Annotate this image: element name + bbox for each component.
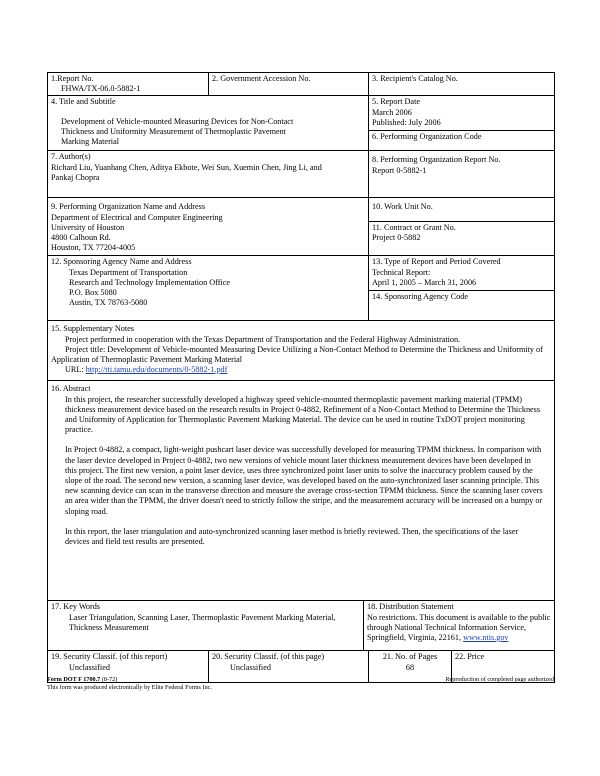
abstract-label: 16. Abstract (51, 384, 91, 394)
report-type-label: 13. Type of Report and Period Covered (372, 257, 501, 267)
row-supplementary-notes (48, 321, 555, 381)
form-number (47, 676, 212, 684)
notes-cell (48, 321, 555, 381)
pages-value: 68 (405, 662, 415, 672)
report-type-value: Technical Report: (372, 267, 431, 277)
report-url-link[interactable]: http://tti.tamu.edu/documents/0-5882-1.pdf (85, 365, 228, 375)
recipient-catalog-label: 3. Recipient's Catalog No. (372, 74, 458, 83)
work-unit-cell (369, 198, 555, 256)
authors-cell (48, 151, 369, 198)
work-unit-label: 10. Work Unit No. (372, 202, 433, 212)
url-label: URL: (65, 365, 86, 375)
report-date-cell (369, 96, 555, 151)
price-label: 22. Price (455, 652, 485, 662)
sec-report-label: 19. Security Classif. (of this report) (51, 652, 168, 662)
abstract-paragraph-1: In this project, the researcher successfully developed a highway speed vehicle-mounted thermoplastic pavement marking material (TPMM) thickness measurement device based on the research results in Project 0-4882, Refinement of a Non-Contact Method to Determine the Thickness and Uniformity of Application for Thermoplastic Pavement Marking Material. The device can be used in routine TxDOT project monitoring practice. (65, 394, 541, 435)
row-title (48, 96, 555, 151)
sponsor-address-line: P.O. Box 5080 (69, 288, 117, 298)
recipient-catalog-cell (369, 73, 555, 96)
notes-label: 15. Supplementary Notes (51, 324, 134, 334)
perf-org-address-line: Department of Electrical and Computer Engineering (51, 212, 223, 222)
perf-org-address-line: University of Houston (51, 222, 125, 232)
keywords-cell (48, 601, 364, 651)
sec-page-label: 20. Security Classif. (of this page) (212, 652, 325, 662)
footer-left (47, 676, 212, 691)
report-date-label: 5. Report Date (372, 97, 420, 107)
form-number-bold: Form DOT F 1700.7 (47, 676, 101, 683)
perf-org-code-subcell (369, 130, 554, 142)
perf-org-report-label: 8. Performing Organization Report No. (372, 155, 501, 165)
distribution-cell (364, 601, 555, 651)
perf-org-name-label: 9. Performing Organization Name and Address (51, 202, 206, 212)
distribution-value: No restrictions. This document is available to the public through National Technical Information Service, Springfield, Virginia, 22161, (367, 612, 551, 643)
title-value: Development of Vehicle-mounted Measuring Devices for Non-Contact Thickness and Uniformity Measurement of Thermoplastic Pavement Marking Material (61, 116, 294, 147)
row-abstract (48, 381, 555, 601)
report-no-label: 1.Report No. (51, 74, 94, 83)
note-project-title: Project title: Development of Vehicle-mounted Measuring Device Utilizing a Non-Contact Method to Determine the Thickness and Uniformity of Application of Thermoplastic Pavement Marking Material (51, 344, 543, 365)
row-report-numbers (48, 73, 555, 96)
title-cell (48, 96, 369, 151)
electronic-note: This form was produced electronically by Elite Federal Forms Inc. (47, 683, 212, 691)
sec-page-value: Unclassified (230, 662, 271, 672)
sponsor-address-line: Texas Department of Transportation (69, 267, 188, 277)
title-label: 4. Title and Subtitle (51, 97, 116, 107)
sponsor-address-line: Austin, TX 78763-5080 (69, 298, 148, 308)
row-authors (48, 151, 555, 198)
published-date: Published: July 2006 (372, 117, 441, 127)
abstract-cell (48, 381, 555, 601)
report-no-value: FHWA/TX-06.0-5882-1 (61, 84, 141, 94)
contract-subcell (369, 221, 554, 243)
pages-label: 21. No. of Pages (382, 652, 438, 662)
sponsor-code-label: 14. Sponsoring Agency Code (372, 292, 468, 302)
row-performing-org (48, 198, 555, 256)
report-no-cell (48, 73, 209, 96)
keywords-value: Laser Triangulation, Scanning Laser, Thermoplastic Pavement Marking Material, Thickness Measurement (69, 612, 336, 632)
gov-accession-label: 2. Government Accession No. (212, 74, 311, 83)
reproduction-note: Reproduction of completed page authorized (445, 676, 554, 683)
distribution-statement (367, 613, 551, 644)
row-keywords-distribution (48, 601, 555, 651)
keywords-label: 17. Key Words (51, 602, 100, 612)
abstract-paragraph-3: In this report, the laser triangulation and auto-synchronized scanning laser method is briefly reviewed. Then, the specifications of the laser devices and field test results are presented. (65, 526, 519, 547)
note-url-line (51, 365, 551, 375)
sponsor-label: 12. Sponsoring Agency Name and Address (51, 257, 192, 267)
perf-org-address-line: Houston, TX 77204-4005 (51, 243, 136, 253)
form-number-rest: (8-72) (100, 676, 118, 683)
note-cooperation: Project performed in cooperation with the Texas Department of Transportation and the Federal Highway Administration. (65, 334, 461, 344)
perf-org-address-line: 4800 Calhoun Rd. (51, 233, 111, 243)
row-sponsoring-agency (48, 256, 555, 321)
contract-value: Project 0-5882 (372, 232, 421, 242)
report-date-value: March 2006 (372, 107, 412, 117)
report-type-cell (369, 256, 555, 321)
pages-cell (369, 651, 452, 683)
ntis-link[interactable]: www.ntis.gov (463, 633, 509, 643)
sponsor-cell (48, 256, 369, 321)
perf-org-report-value: Report 0-5882-1 (372, 165, 427, 175)
sec-report-value: Unclassified (69, 662, 110, 672)
sponsor-code-subcell (369, 290, 554, 302)
sec-page-cell (209, 651, 369, 683)
perf-org-report-cell (369, 151, 555, 198)
documentation-form-table (47, 72, 555, 683)
authors-value: Richard Liu, Yuanhang Chen, Aditya Ekbote, Wei Sun, Xuemin Chen, Jing Li, and Pankaj Chopra (51, 162, 322, 182)
technical-report-documentation-page (47, 72, 554, 683)
perf-org-code-label: 6. Performing Organization Code (372, 132, 482, 142)
contract-label: 11. Contract or Grant No. (372, 222, 456, 232)
report-period: April 1, 2005 – March 31, 2006 (372, 277, 477, 287)
perf-org-cell (48, 198, 369, 256)
authors-label: 7. Author(s) (51, 152, 91, 162)
sponsor-address-line: Research and Technology Implementation Office (69, 277, 230, 287)
distribution-label: 18. Distribution Statement (367, 602, 454, 612)
gov-accession-cell (209, 73, 369, 96)
abstract-paragraph-2: In Project 0-4882, a compact, light-weight pushcart laser device was successfully developed for measuring TPMM thickness. In comparison with the laser device developed in Project 0-4882, two new versions of vehicle mount laser thickness measurement devices have been developed in this project. The first new version, a point laser device, uses three synchronized point laser units to solve the inaccuracy problem caused by the slope of the road. The second new version, a scanning laser device, was developed based on the auto-synchronized laser scanning principle. This new scanning device can scan in the transverse direction and measure the average cross-section TPMM thickness. Since the scanning laser covers an area wider than the TPMM, the driver doesn't need to strictly follow the stripe, and the measurement accuracy will be increased on a bumpy or sloping road. (65, 445, 543, 516)
